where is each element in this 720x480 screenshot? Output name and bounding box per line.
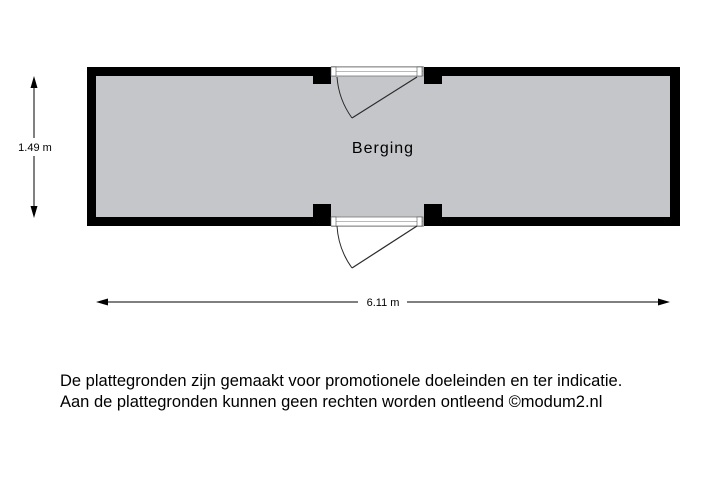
door-jamb (331, 67, 336, 76)
door-leaf-bottom (352, 226, 417, 268)
disclaimer-line-1: De plattegronden zijn gemaakt voor promotionele doeleinden en ter indicatie. (60, 372, 623, 390)
wall-post (313, 204, 331, 226)
width-dimension (96, 297, 670, 309)
wall-post (424, 204, 442, 226)
width-dimension-label: 6.11 m (366, 297, 400, 309)
room-label: Berging (351, 140, 415, 157)
disclaimer-line-2: Aan de plattegronden kunnen geen rechten worden ontleend ©modum2.nl (60, 393, 603, 411)
height-dimension-label: 1.49 m (18, 142, 52, 154)
wall-post (313, 67, 331, 84)
height-dimension (18, 76, 52, 218)
door-jamb (417, 217, 422, 226)
door-jamb (417, 67, 422, 76)
disclaimer (60, 371, 715, 413)
wall-post (424, 67, 442, 84)
door-jamb (331, 217, 336, 226)
door-swing-arc-bottom (337, 226, 352, 268)
